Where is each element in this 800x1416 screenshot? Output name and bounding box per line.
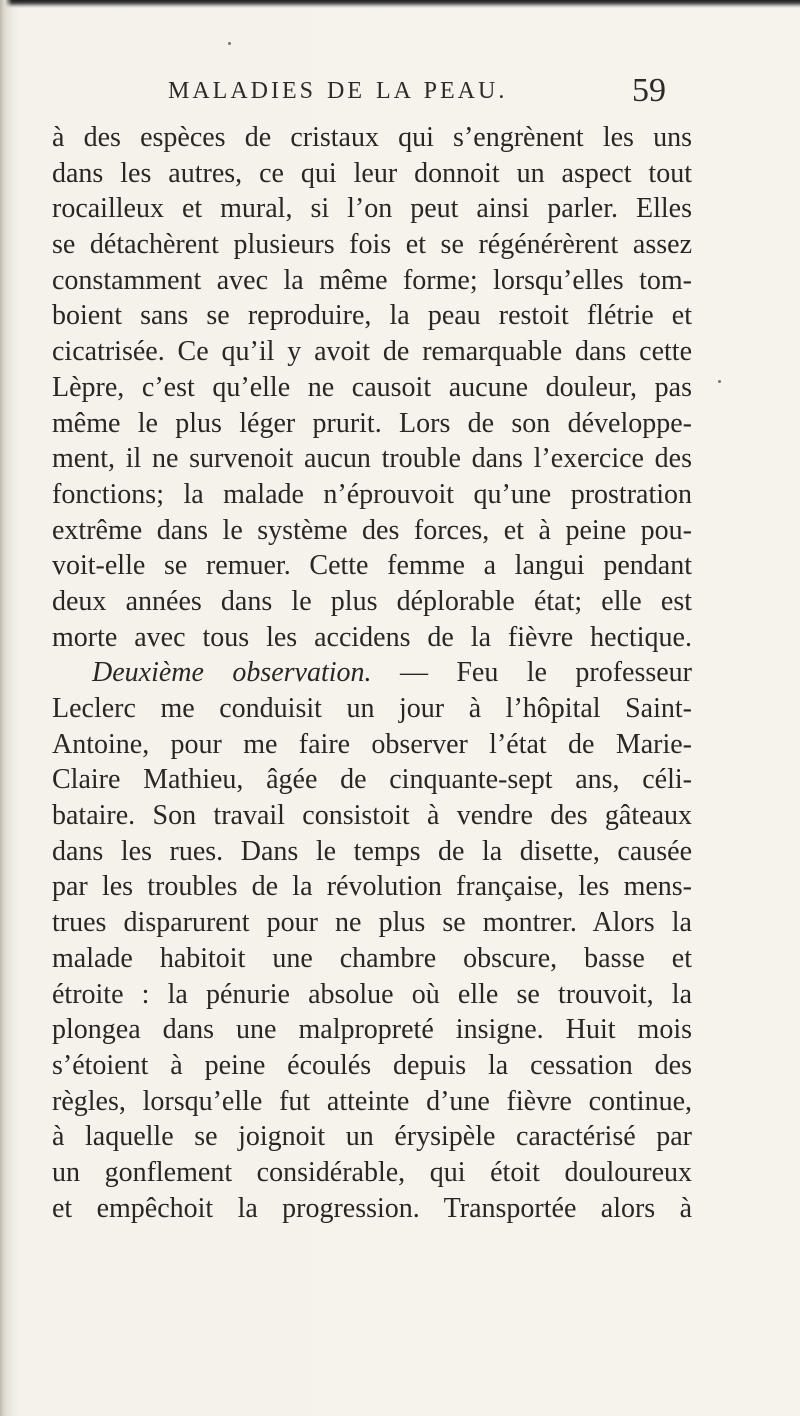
text-line: dans les autres, ce qui leur donnoit un aspect tout: [52, 157, 692, 189]
text-line: rocailleux et mural, si l’on peut ainsi parler. Elles: [52, 193, 692, 225]
paragraph-1: [52, 120, 692, 655]
text-line: dans les rues. Dans le temps de la disette, causée: [52, 835, 692, 867]
text-line: constamment avec la même forme; lorsqu’elles tom-: [52, 264, 692, 296]
text-line: même le plus léger prurit. Lors de son développe-: [52, 407, 692, 439]
text-line: et empêchoit la progression. Transportée alors à: [52, 1192, 692, 1224]
text-line: Lèpre, c’est qu’elle ne causoit aucune douleur, pas: [52, 371, 692, 403]
text-line: cicatrisée. Ce qu’il y avoit de remarquable dans cette: [52, 336, 692, 368]
page-number: 59: [632, 72, 666, 109]
text-line: fonctions; la malade n’éprouvoit qu’une prostration: [52, 478, 692, 510]
text-line: deux années dans le plus déplorable état; elle est: [52, 585, 692, 617]
text-line: Leclerc me conduisit un jour à l’hôpital Saint-: [52, 693, 692, 724]
text-line: extrême dans le système des forces, et à peine pou-: [52, 514, 692, 546]
page-binding-edge: [0, 0, 12, 1416]
text-line: se détachèrent plusieurs fois et se régénérèrent assez: [52, 229, 692, 261]
text-line: malade habitoit une chambre obscure, basse et: [52, 942, 692, 974]
observation-heading: Deuxième observation.: [92, 657, 372, 689]
observation-heading-line: [52, 655, 692, 691]
text-line: bataire. Son travail consistoit à vendre des gâteaux: [52, 800, 692, 832]
paper-speck: [228, 42, 231, 45]
text-line: par les troubles de la révolution française, les mens-: [52, 871, 692, 903]
text-line: règles, lorsqu’elle fut atteinte d’une fièvre continue,: [52, 1085, 692, 1117]
paper-speck: [718, 380, 721, 383]
text-line: à laquelle se joignoit un érysipèle caractérisé par: [52, 1121, 692, 1153]
scan-top-edge: [0, 0, 800, 8]
text-line: Claire Mathieu, âgée de cinquante-sept ans, céli-: [52, 764, 692, 796]
text-line: s’étoient à peine écoulés depuis la cessation des: [52, 1049, 692, 1081]
body-text: [52, 120, 692, 1226]
text-line: boient sans se reproduire, la peau restoit flétrie et: [52, 300, 692, 332]
text-line: ment, il ne survenoit aucun trouble dans l’exercice des: [52, 443, 692, 475]
text-line: étroite : la pénurie absolue où elle se trouvoit, la: [52, 978, 692, 1010]
text-line: morte avec tous les accidens de la fièvre hectique.: [52, 621, 692, 653]
text-line: voit-elle se remuer. Cette femme a langui pendant: [52, 550, 692, 582]
text-segment: — Feu le professeur: [371, 657, 692, 689]
text-line: trues disparurent pour ne plus se montrer. Alors la: [52, 907, 692, 939]
text-line: plongea dans une malpropreté insigne. Huit mois: [52, 1014, 692, 1046]
text-line: un gonflement considérable, qui étoit douloureux: [52, 1156, 692, 1188]
text-line: à des espèces de cristaux qui s’engrènent les uns: [52, 122, 692, 153]
paragraph-2: [52, 655, 692, 1226]
running-head: MALADIES DE LA PEAU.: [168, 78, 508, 104]
page-header: [0, 72, 800, 112]
text-line: Antoine, pour me faire observer l’état de Marie-: [52, 728, 692, 760]
